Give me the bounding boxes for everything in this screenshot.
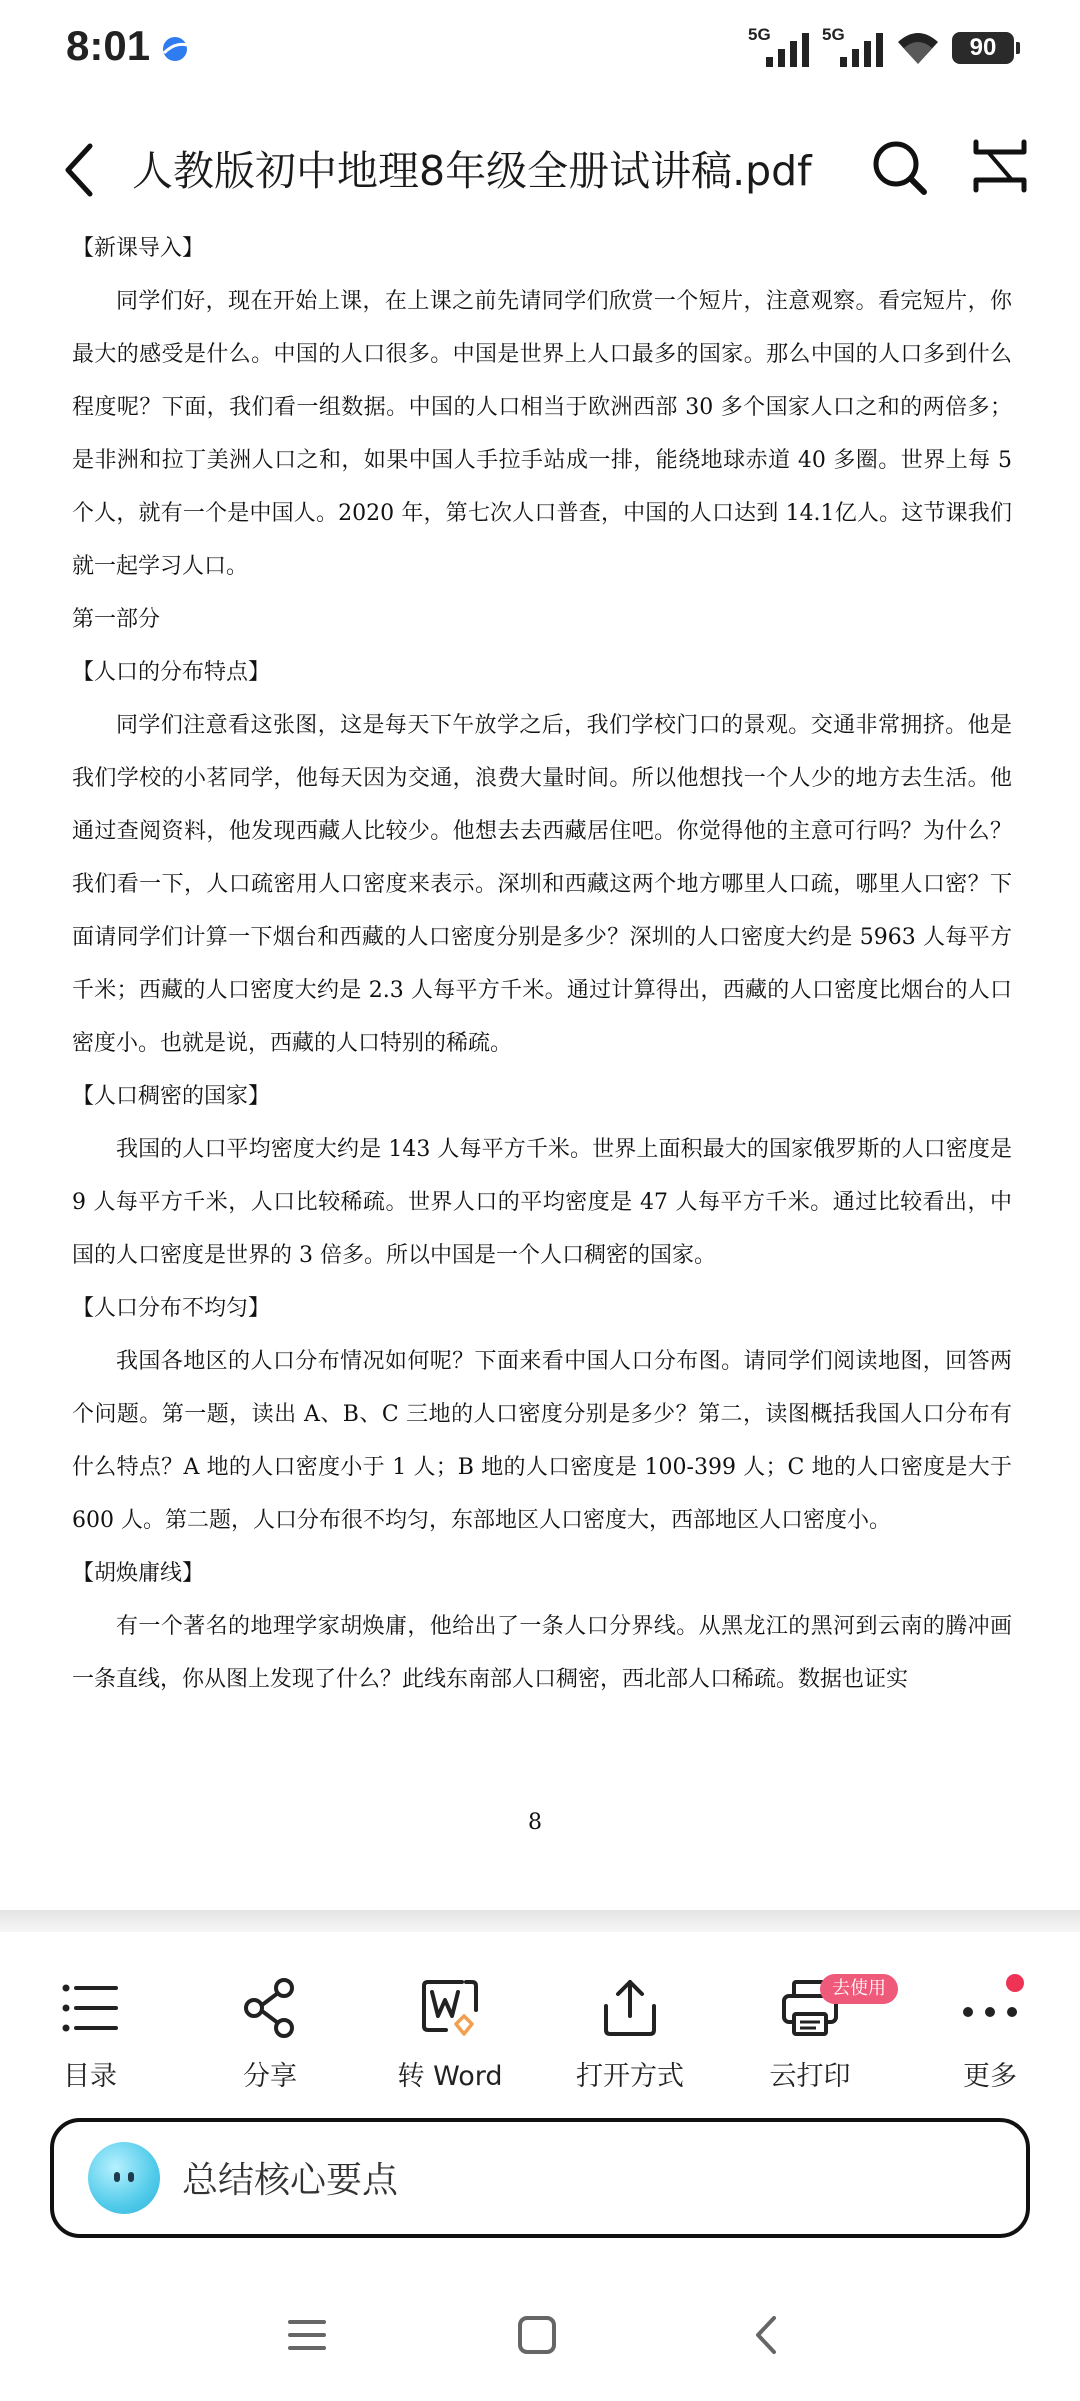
section-heading: 【胡焕庸线】 <box>72 1561 205 1586</box>
notification-dot <box>1006 1974 1024 1992</box>
toolbar-item-label: 分享 <box>243 2061 297 2092</box>
section-heading: 【人口的分布特点】 <box>72 660 271 685</box>
toolbar-item-label: 打开方式 <box>576 2061 684 2092</box>
share-icon <box>238 1976 302 2040</box>
toolbar-item-label: 云打印 <box>769 2061 851 2092</box>
toolbar-item-label: 更多 <box>963 2061 1017 2092</box>
battery-indicator: 90 <box>952 32 1014 64</box>
app-notification-icon <box>160 34 190 64</box>
system-navigation-bar <box>0 2290 1080 2380</box>
title-bar <box>0 120 1080 220</box>
toolbar-item-convert-word[interactable] <box>360 1932 540 2112</box>
paragraph: 有一个著名的地理学家胡焕庸，他给出了一条人口分界线。从黑龙江的黑河到云南的腾冲画一条直线，你从图上发现了什么？此线东南部人口稠密，西北部人口稀疏。数据也证实 <box>72 1614 1012 1692</box>
paragraph: 我国的人口平均密度大约是 143 人每平方千米。世界上面积最大的国家俄罗斯的人口密度是 9 人每平方千米，人口比较稀疏。世界人口的平均密度是 47 人每平方千米。通过比较看出，中国的人口密度是世界的 3 倍多。所以中国是一个人口稠密的国家。 <box>72 1137 1012 1268</box>
page-number: 8 <box>528 1810 542 1835</box>
paragraph: 同学们注意看这张图，这是每天下午放学之后，我们学校门口的景观。交通非常拥挤。他是我们学校的小茗同学，他每天因为交通，浪费大量时间。所以他想找一个人少的地方去生活。他通过查阅资料，他发现西藏人比较少。他想去去西藏居住吧。你觉得他的主意可行吗？为什么？我们看一下，人口疏密用人口密度来表示。深圳和西藏这两个地方哪里人口疏，哪里人口密？下面请同学们计算一下烟台和西藏的人口密度分别是多少？深圳的人口密度大约是 5963 人每平方千米；西藏的人口密度大约是 2.3 人每平方千米。通过计算得出，西藏的人口密度比烟台的人口密度小。也就是说，西藏的人口特别的稀疏。 <box>72 713 1012 1056</box>
list-icon <box>58 1976 122 2040</box>
section-heading: 【人口分布不均匀】 <box>72 1296 271 1321</box>
recent-apps-icon[interactable] <box>282 2310 332 2360</box>
paragraph: 我国各地区的人口分布情况如何呢？下面来看中国人口分布图。请同学们阅读地图，回答两个问题。第一题，读出 A、B、C 三地的人口密度分别是多少？第二，读图概括我国人口分布有什么特点？A 地的人口密度小于 1 人；B 地的人口密度是 100-399 人；C 地的人口密度是大于 600 人。第二题，人口分布很不均匀，东部地区人口密度大，西部地区人口密度小。 <box>72 1349 1012 1533</box>
section-heading: 【新课导入】 <box>72 236 205 261</box>
signal-strength-icon-1 <box>748 27 810 69</box>
network-type-1: 5G <box>748 25 771 44</box>
toolbar-item-cloud-print[interactable] <box>720 1932 900 2112</box>
back-arrow-icon[interactable] <box>56 136 106 204</box>
summarize-button-label: 总结核心要点 <box>182 2160 399 2201</box>
toolbar-item-label: 目录 <box>63 2061 117 2092</box>
word-convert-icon <box>418 1976 482 2040</box>
paragraph: 同学们好，现在开始上课，在上课之前先请同学们欣赏一个短片，注意观察。看完短片，你最大的感受是什么。中国的人口很多。中国是世界上人口最多的国家。那么中国的人口多到什么程度呢？下面，我们看一组数据。中国的人口相当于欧洲西部 30 多个国家人口之和的两倍多；是非洲和拉丁美洲人口之和，如果中国人手拉手站成一排，能绕地球赤道 40 多圈。世界上每 5 个人，就有一个是中国人。2020 年，第七次人口普查，中国的人口达到 14.1亿人。这节课我们就一起学习人口。 <box>72 289 1012 579</box>
status-time: 8:01 <box>66 22 151 69</box>
summarize-key-points-button[interactable] <box>50 2118 1030 2238</box>
network-type-2: 5G <box>822 25 845 44</box>
toolbar-item-share[interactable] <box>180 1932 360 2112</box>
section-heading: 第一部分 <box>72 607 161 632</box>
section-heading: 【人口稠密的国家】 <box>72 1084 271 1109</box>
status-bar <box>0 0 1080 100</box>
wifi-icon <box>896 30 940 66</box>
back-icon[interactable] <box>742 2310 792 2360</box>
page-divider <box>0 1910 1080 1932</box>
home-icon[interactable] <box>512 2310 562 2360</box>
bottom-toolbar <box>0 1932 1080 2112</box>
toolbar-item-more[interactable] <box>900 1932 1080 2112</box>
promo-badge[interactable]: 去使用 <box>820 1974 898 2004</box>
ai-assistant-avatar-icon <box>88 2142 160 2214</box>
upload-icon <box>598 1976 662 2040</box>
toolbar-item-toc[interactable] <box>0 1932 180 2112</box>
search-icon[interactable] <box>866 134 932 200</box>
fullscreen-toggle-icon[interactable] <box>972 136 1028 196</box>
signal-strength-icon-2 <box>822 27 884 69</box>
document-page[interactable] <box>72 222 1012 1706</box>
document-title: 人教版初中地理8年级全册试讲稿.pdf <box>132 147 812 195</box>
toolbar-item-label: 转 Word <box>397 2061 503 2092</box>
toolbar-item-open-with[interactable] <box>540 1932 720 2112</box>
